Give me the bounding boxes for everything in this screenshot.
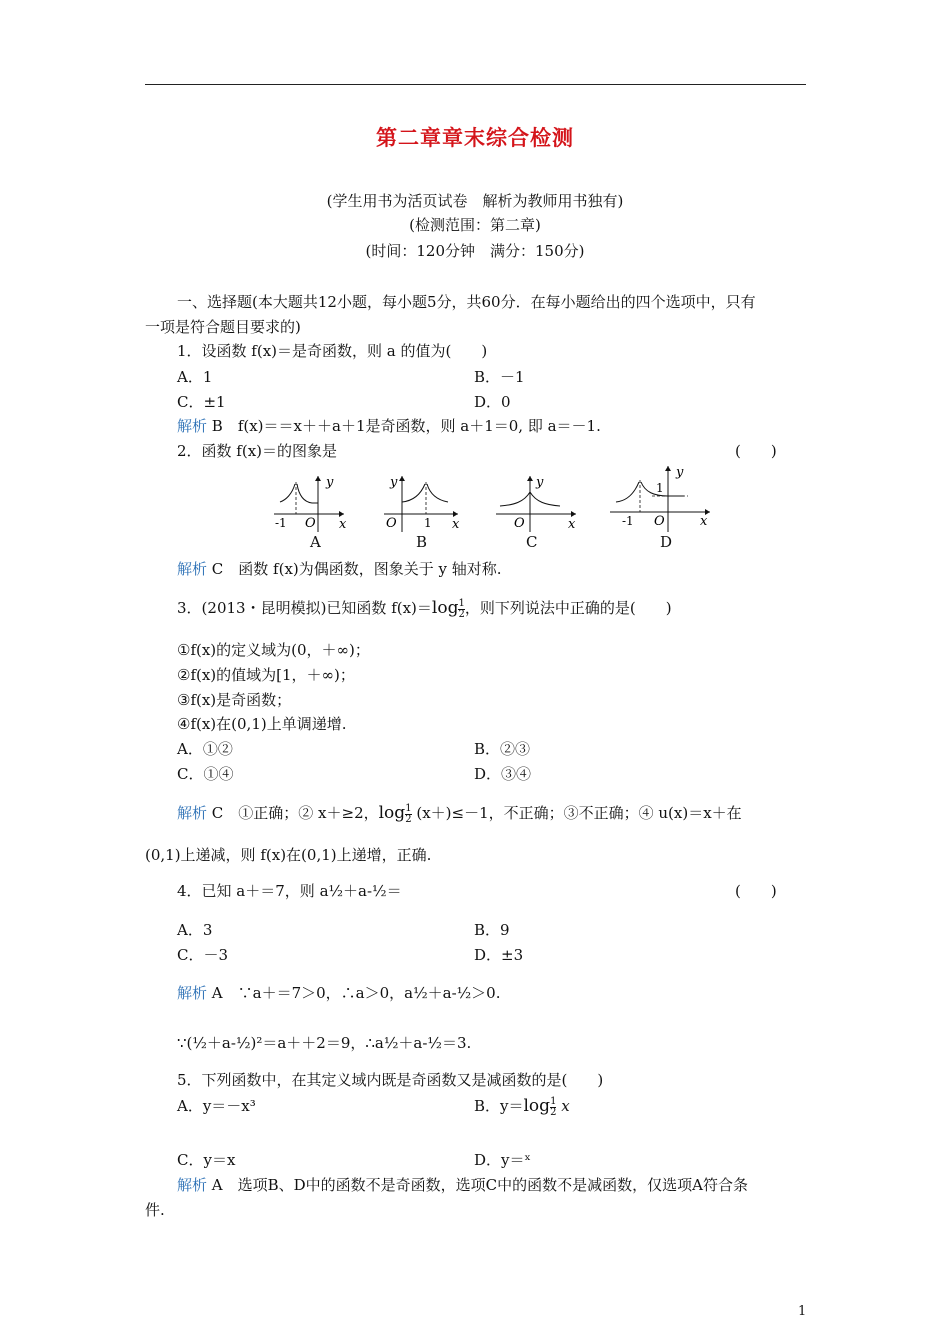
q3-option-b: B．②③ — [474, 740, 531, 758]
graph-b-one: 1 — [424, 516, 432, 530]
q5-log-base: $\frac{1}{2}$ — [550, 1095, 557, 1118]
jiexi-label: 解析 — [177, 1176, 208, 1194]
graph-d — [608, 462, 718, 534]
q5-answer-cont: 件. — [145, 1201, 165, 1219]
q3-statement-3: ③f(x)是奇函数； — [177, 691, 292, 709]
header-rule — [145, 84, 806, 85]
q5-option-d: D．y＝ˣ — [474, 1151, 531, 1169]
q4-option-c: C．－3 — [177, 946, 229, 964]
q4-answer-text: A ∵a＋＝7＞0，∴a＞0，a½＋a-½＞0. — [211, 984, 501, 1002]
q3-statement-1: ①f(x)的定义域为(0，＋∞)； — [177, 641, 370, 659]
q3-answer — [177, 803, 742, 825]
q3-statement-2: ②f(x)的值域为[1，＋∞)； — [177, 666, 355, 684]
q3-log-base: $\frac{1}{2}$ — [458, 597, 465, 620]
jiexi-label: 解析 — [177, 984, 208, 1002]
q2-paren: ( ) — [735, 442, 777, 460]
q3-stem — [177, 598, 672, 620]
q3-option-c: C．①④ — [177, 765, 234, 783]
graph-c-origin: O — [514, 516, 525, 531]
subtitle-1: (学生用书为活页试卷 解析为教师用书独有) — [326, 192, 624, 210]
q3-stem-pre: 3．(2013・昆明模拟)已知函数 f(x)＝ — [177, 599, 432, 617]
q5-option-c: C．y＝x — [177, 1151, 236, 1169]
graph-c — [494, 472, 580, 534]
graph-d-neg1: -1 — [622, 514, 634, 528]
graph-a-y: y — [326, 475, 334, 490]
graph-c-label: C — [526, 533, 538, 551]
q4-option-d: D．±3 — [474, 946, 524, 964]
q1-stem: 1．设函数 f(x)＝是奇函数，则 a 的值为( ) — [177, 342, 488, 360]
q3-answer-log-base: $\frac{1}{2}$ — [405, 802, 412, 825]
q2-stem: 2．函数 f(x)＝的图象是 — [177, 442, 338, 460]
jiexi-label: 解析 — [177, 417, 208, 435]
q3-option-d: D．③④ — [474, 765, 532, 783]
graph-a-origin: O — [305, 516, 316, 531]
q3-log: log — [431, 598, 459, 618]
graph-a-label: A — [310, 533, 321, 551]
graph-c-x: x — [568, 517, 576, 532]
q3-stem-post: ，则下列说法中正确的是( ) — [464, 599, 672, 617]
q5-stem: 5．下列函数中，在其定义域内既是奇函数又是减函数的是( ) — [177, 1071, 604, 1089]
q1-option-b: B．－1 — [474, 368, 525, 386]
q1-answer — [177, 416, 601, 436]
q4-answer — [177, 983, 501, 1003]
graph-a-neg1: -1 — [275, 516, 287, 530]
q4-paren: ( ) — [735, 882, 777, 900]
q5-log: log — [523, 1096, 551, 1116]
q3-statement-4: ④f(x)在(0,1)上单调递增. — [177, 715, 347, 733]
jiexi-label: 解析 — [177, 804, 208, 822]
q4-option-a: A．3 — [177, 921, 213, 939]
q3-answer-pre: C ①正确；② x＋≥2， — [211, 804, 379, 822]
q3-option-a: A．①② — [177, 740, 233, 758]
jiexi-label: 解析 — [177, 560, 208, 578]
q5-option-a: A．y＝－x³ — [177, 1097, 256, 1115]
graph-d-label: D — [660, 533, 673, 551]
q5-answer-text: A 选项B、D中的函数不是奇函数，选项C中的函数不是减函数，仅选项A符合条 — [211, 1176, 748, 1194]
graph-d-one: 1 — [656, 481, 664, 495]
q2-answer-text: C 函数 f(x)为偶函数，图象关于 y 轴对称. — [211, 560, 502, 578]
graph-b — [382, 472, 462, 534]
q3-answer-post: (x＋)≤－1，不正确；③不正确；④ u(x)＝x＋在 — [416, 804, 742, 822]
graph-c-y: y — [536, 475, 544, 490]
graph-d-x: x — [700, 514, 708, 529]
graph-a-x: x — [339, 517, 347, 532]
q3-answer-log: log — [378, 803, 406, 823]
graph-b-y: y — [390, 475, 398, 490]
subtitle-3: (时间：120分钟 满分：150分) — [365, 242, 585, 260]
graph-b-origin: O — [386, 516, 397, 531]
q5-option-b: B．y＝log $\frac{1}{2}$ x — [474, 1095, 570, 1118]
q1-option-d: D．0 — [474, 393, 511, 411]
q4-answer-cont: ∵(½＋a-½)²＝a＋＋2＝9，∴a½＋a-½＝3. — [177, 1034, 472, 1052]
q1-option-c: C．±1 — [177, 393, 226, 411]
page-number: 1 — [798, 1304, 807, 1319]
q4-stem: 4．已知 a＋＝7，则 a½＋a-½＝ — [177, 882, 402, 900]
q4-option-b: B．9 — [474, 921, 510, 939]
section-heading-cont: 一项是符合题目要求的) — [145, 318, 301, 336]
graph-d-origin: O — [654, 514, 665, 529]
section-heading: 一、选择题(本大题共12小题，每小题5分，共60分．在每小题给出的四个选项中，只有 — [177, 293, 756, 311]
q3-answer-cont: (0,1)上递减，则 f(x)在(0,1)上递增，正确. — [145, 846, 432, 864]
document-title: 第二章章末综合检测 — [376, 126, 574, 150]
q5-answer — [177, 1175, 748, 1195]
q2-answer — [177, 559, 502, 579]
graph-b-x: x — [452, 517, 460, 532]
subtitle-2: (检测范围：第二章) — [409, 216, 541, 234]
graph-a — [272, 472, 352, 534]
graph-d-y: y — [676, 465, 684, 480]
graph-b-label: B — [416, 533, 428, 551]
q1-answer-text: B f(x)＝＝x＋＋a＋1是奇函数，则 a＋1＝0, 即 a＝－1. — [211, 417, 601, 435]
q1-option-a: A．1 — [177, 368, 213, 386]
